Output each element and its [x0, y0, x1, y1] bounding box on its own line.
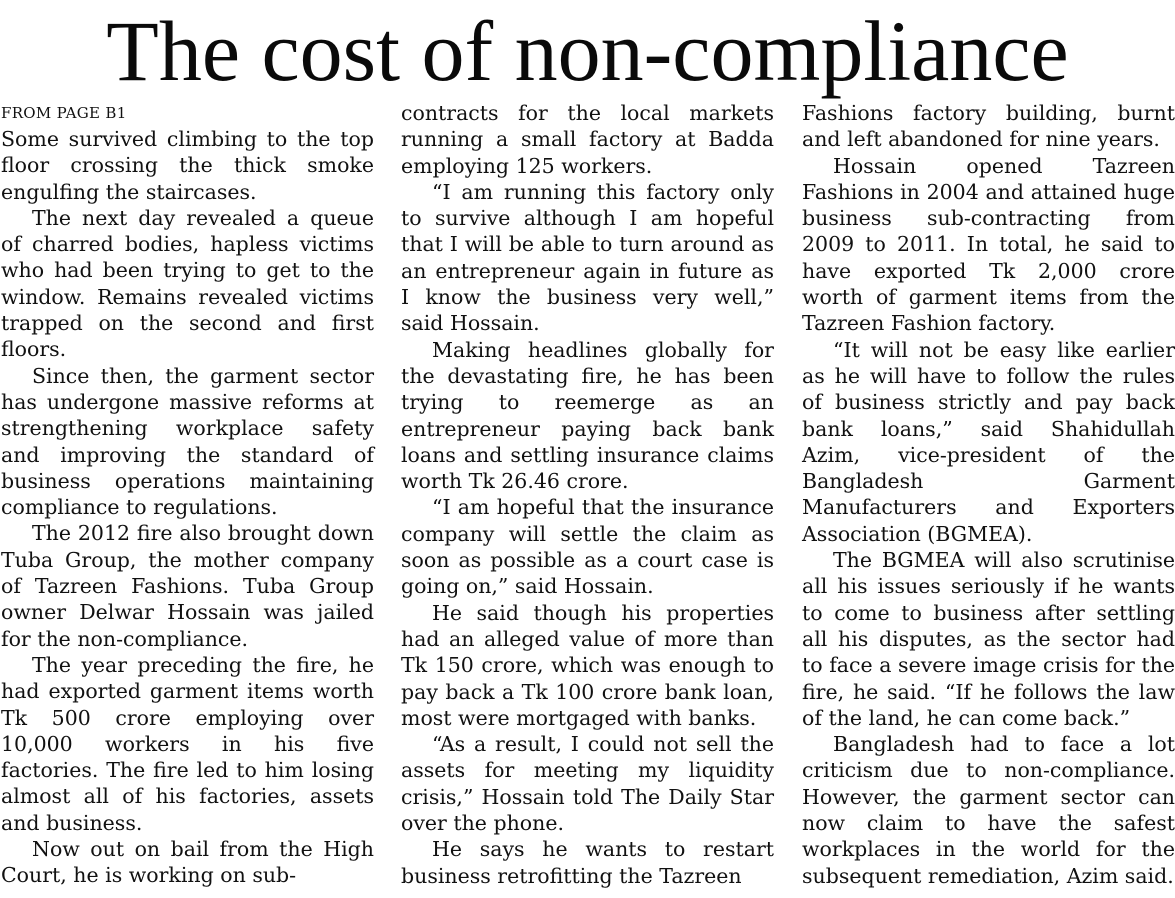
paragraph: The 2012 fire also brought down Tuba Group, the mother company of Tazreen Fashions. Tuba Group owner Delwar Hossain was jailed for the non-compliance. [1, 521, 374, 651]
paragraph: Making headlines globally for the devastating fire, he has been trying to reemerge as an entrepreneur paying back bank loans and settling insurance claims worth Tk 26.46 crore. [401, 337, 774, 494]
paragraph: contracts for the local markets running a small factory at Badda employing 125 workers. [401, 101, 774, 178]
paragraph: “I am hopeful that the insurance company will settle the claim as soon as possible as a court case is going on,” said Hossain. [401, 495, 774, 599]
paragraph: Fashions factory building, burnt and left abandoned for nine years. [802, 101, 1175, 152]
article-column-1 [1, 100, 374, 889]
paragraph: “It will not be easy like earlier as he will have to follow the rules of business strictly and pay back bank loans,” said Shahidullah Azim, vice-president of the Bangladesh Garment Manufacturers and Exporters Association (BGMEA). [802, 337, 1175, 546]
paragraph: Bangladesh had to face a lot criticism due to non-compliance. However, the garment sector can now claim to have the safest workplaces in the world for the subsequent remediation, Azim said. [802, 732, 1175, 888]
paragraph: Some survived climbing to the top floor crossing the thick smoke engulfing the staircases. [1, 127, 374, 204]
paragraph: He says he wants to restart business retrofitting the Tazreen [401, 837, 774, 888]
paragraph: The next day revealed a queue of charred bodies, hapless victims who had been trying to get to the window. Remains revealed victims trapped on the second and first floors. [1, 205, 374, 362]
paragraph: Since then, the garment sector has undergone massive reforms at strengthening workplace safety and improving the standard of business operations maintaining compliance to regulations. [1, 363, 374, 520]
article-column-2 [401, 100, 774, 889]
dateline: FROM PAGE B1 [1, 104, 127, 122]
paragraph: The year preceding the fire, he had exported garment items worth Tk 500 crore employing over 10,000 workers in his five factories. The fire led to him losing almost all of his factories, assets and business. [1, 652, 374, 835]
paragraph: Now out on bail from the High Court, he is working on sub- [1, 837, 374, 888]
headline: The cost of non-compliance [106, 3, 1069, 99]
paragraph: He said though his properties had an alleged value of more than Tk 150 crore, which was enough to pay back a Tk 100 crore bank loan, most were mortgaged with banks. [401, 600, 774, 730]
article-column-3 [802, 100, 1175, 889]
paragraph: Hossain opened Tazreen Fashions in 2004 and attained huge business sub-contracting from 2009 to 2011. In total, he said to have exported Tk 2,000 crore worth of garment items from the Tazreen Fashion factory. [802, 153, 1175, 336]
paragraph: “As a result, I could not sell the assets for meeting my liquidity crisis,” Hossain told The Daily Star over the phone. [401, 732, 774, 836]
paragraph: The BGMEA will also scrutinise all his issues seriously if he wants to come to business after settling all his disputes, as the sector had to face a severe image crisis for the fire, he said. “If he follows the law of the land, he can come back.” [802, 548, 1175, 730]
paragraph: “I am running this factory only to survive although I am hopeful that I will be able to turn around as an entrepreneur again in future as I know the business very well,” said Hossain. [401, 179, 774, 336]
